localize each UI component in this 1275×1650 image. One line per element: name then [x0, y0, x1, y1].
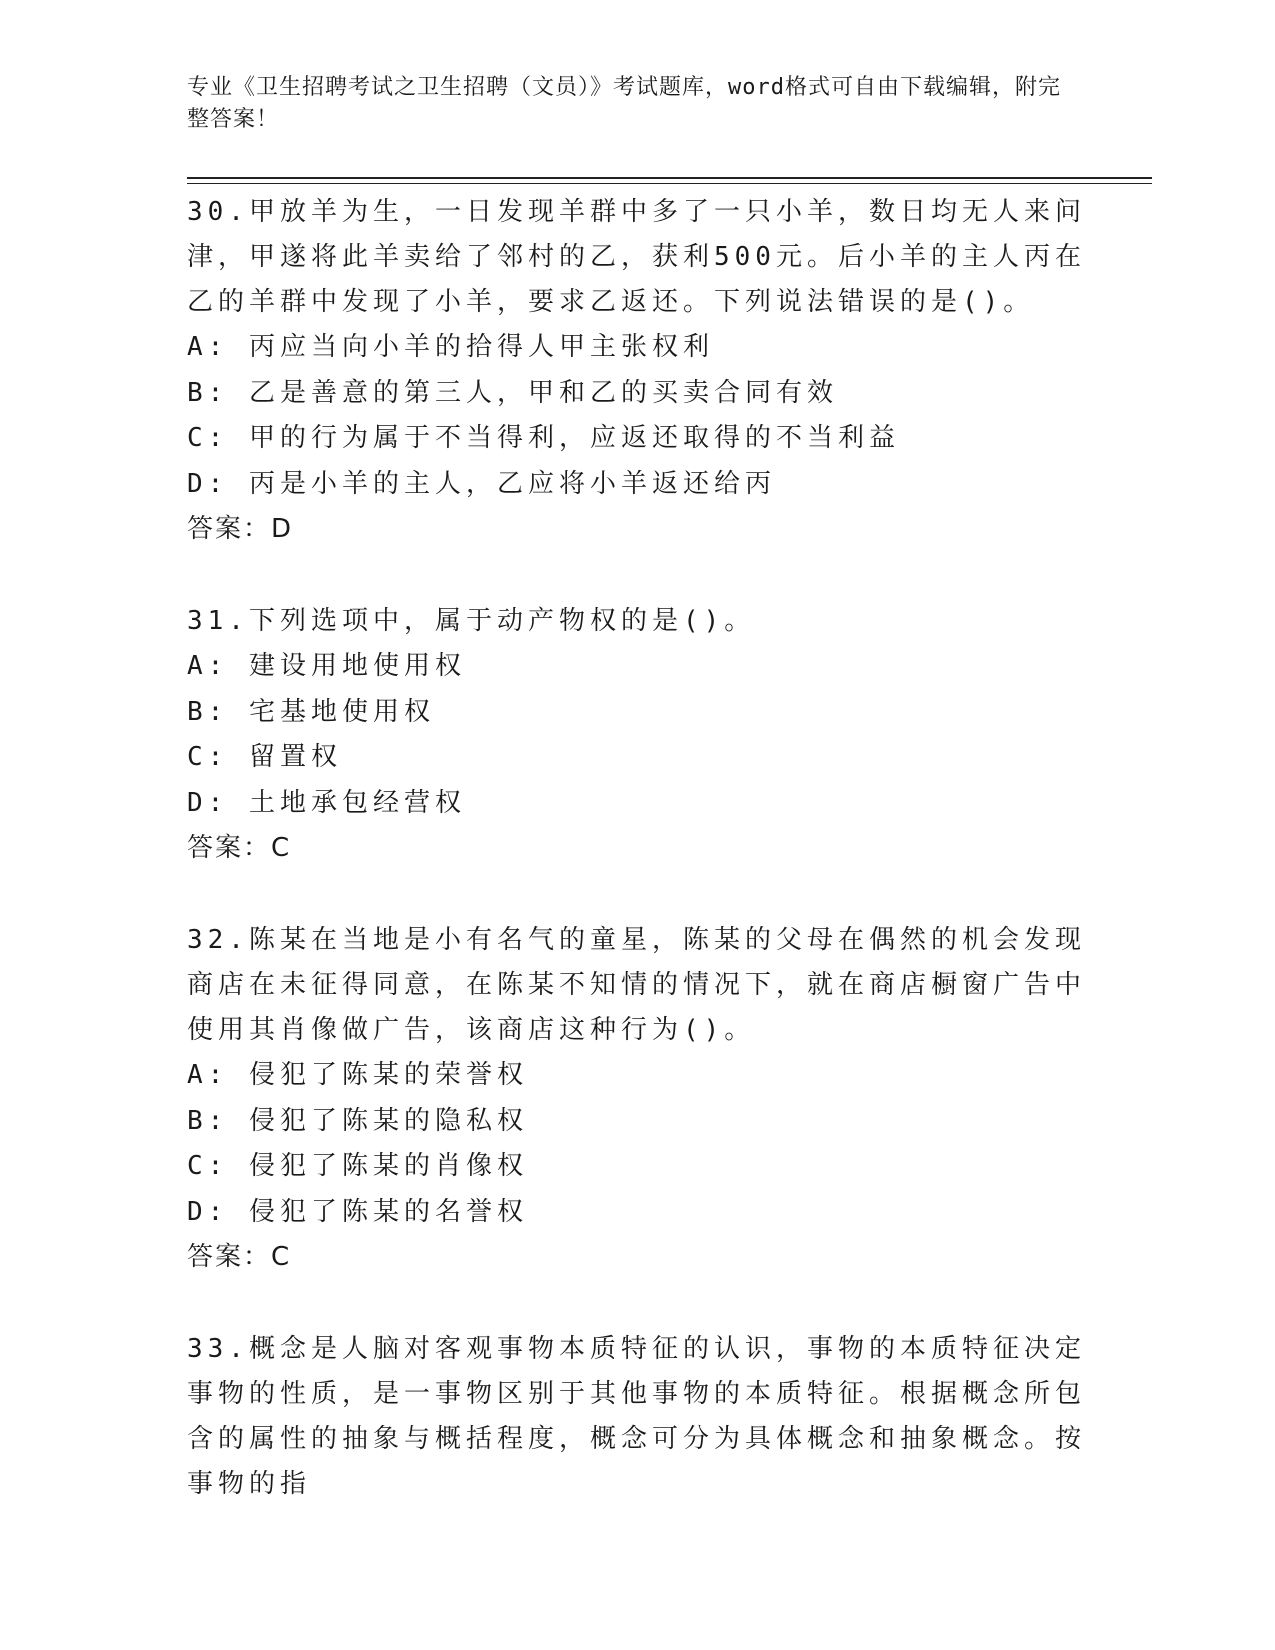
header-divider-thin [187, 183, 1152, 184]
option-c: C: 侵犯了陈某的肖像权 [187, 1151, 528, 1181]
option-b: B: 宅基地使用权 [187, 696, 435, 727]
answer: 答案：D [187, 514, 294, 544]
question-30 [187, 190, 1087, 552]
option-a: A: 丙应当向小羊的拾得人甲主张权利 [187, 332, 714, 362]
option-b: B: 侵犯了陈某的隐私权 [187, 1105, 528, 1136]
option-d: D: 侵犯了陈某的名誉权 [187, 1196, 528, 1227]
option-a: A: 建设用地使用权 [187, 651, 466, 681]
question-stem: 32.陈某在当地是小有名气的童星，陈某的父母在偶然的机会发现商店在未征得同意，在陈某不知情的情况下，就在商店橱窗广告中使用其肖像做广告，该商店这种行为()。 [187, 925, 1087, 1045]
option-d: D: 丙是小羊的主人，乙应将小羊返还给丙 [187, 468, 776, 499]
option-b: B: 乙是善意的第三人，甲和乙的买卖合同有效 [187, 377, 838, 408]
question-list [187, 190, 1087, 1554]
question-33 [187, 1327, 1087, 1507]
option-c: C: 甲的行为属于不当得利，应返还取得的不当利益 [187, 423, 900, 453]
question-stem: 33.概念是人脑对客观事物本质特征的认识，事物的本质特征决定事物的性质，是一事物区别于其他事物的本质特征。根据概念所包含的属性的抽象与概括程度，概念可分为具体概念和抽象概念。按事物的指 [187, 1334, 1087, 1499]
question-stem: 30.甲放羊为生，一日发现羊群中多了一只小羊，数日均无人来问津，甲遂将此羊卖给了邻村的乙，获利500元。后小羊的主人丙在乙的羊群中发现了小羊，要求乙返还。下列说法错误的是()。 [187, 197, 1086, 317]
answer: 答案：C [187, 1242, 292, 1272]
question-31 [187, 599, 1087, 871]
question-32 [187, 918, 1087, 1280]
option-c: C: 留置权 [187, 742, 342, 772]
question-stem: 31.下列选项中，属于动产物权的是()。 [187, 606, 756, 636]
answer: 答案：C [187, 833, 292, 863]
document-header: 专业《卫生招聘考试之卫生招聘（文员）》考试题库，word格式可自由下载编辑，附完整答案！ [187, 75, 1061, 132]
option-d: D: 土地承包经营权 [187, 787, 466, 818]
option-a: A: 侵犯了陈某的荣誉权 [187, 1060, 528, 1090]
header-divider [187, 177, 1152, 179]
